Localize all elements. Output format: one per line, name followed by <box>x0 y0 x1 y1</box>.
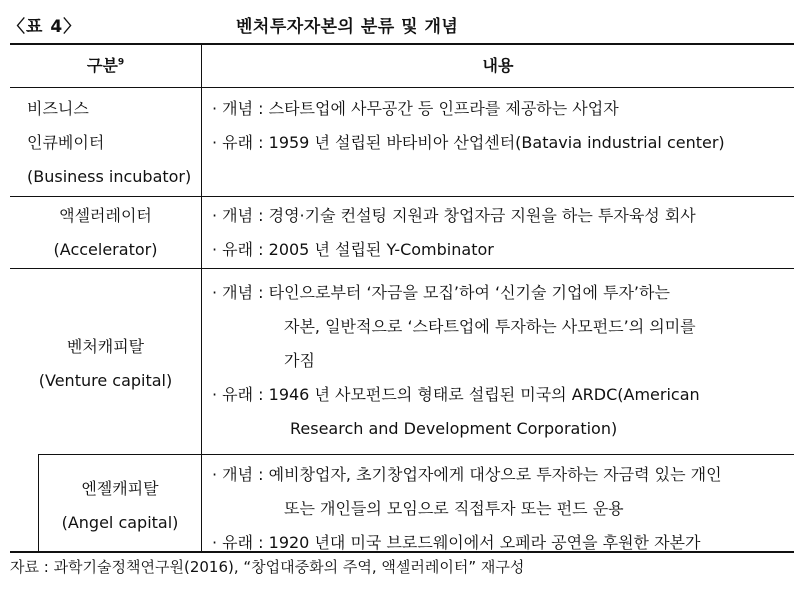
name-line: (Business incubator) <box>27 167 192 186</box>
row-venture-capital-name <box>10 330 201 398</box>
header-rule <box>10 87 794 88</box>
row1-rule <box>10 196 794 197</box>
row-angel-capital-content <box>212 458 722 560</box>
row-accelerator-name <box>10 199 201 267</box>
origin-line: · 유래 : 2005 년 설립된 Y-Combinator <box>212 240 494 259</box>
origin-line: · 유래 : 1959 년 설립된 바타비아 산업센터(Batavia industrial center) <box>212 133 725 152</box>
table-label: 〈표 4〉 <box>8 17 82 37</box>
name-line: 액셀러레이터 <box>59 206 152 225</box>
name-line: 벤처캐피탈 <box>66 337 145 356</box>
row-angel-capital-name <box>39 472 201 540</box>
name-line: 인큐베이터 <box>27 133 105 152</box>
concept-line: · 개념 : 타인으로부터 ‘자금을 모집’하여 ‘신기술 기업에 투자’하는 <box>212 283 670 302</box>
table-header <box>8 10 796 38</box>
header-category-text: 구분 <box>86 56 118 75</box>
top-rule <box>10 43 794 45</box>
footnote-marker: 9 <box>117 57 125 68</box>
table-title: 벤처투자자본의 분류 및 개념 <box>236 17 459 37</box>
column-divider <box>201 43 202 552</box>
row-venture-capital-content <box>212 276 700 446</box>
origin-line: · 유래 : 1920 년대 미국 브로드웨이에서 오페라 공연을 후원한 자본가 <box>212 533 701 552</box>
row-business-incubator-name <box>27 92 191 194</box>
header-content: 내용 <box>482 56 514 75</box>
source-note: 자료 : 과학기술정책연구원(2016), “창업대중화의 주역, 액셀러레이터” 재구성 <box>10 558 525 576</box>
name-line: 비즈니스 <box>27 99 89 118</box>
name-line: 엔젤캐피탈 <box>81 479 159 498</box>
name-line: (Angel capital) <box>61 513 179 532</box>
origin-line: Research and Development Corporation) <box>290 419 618 438</box>
concept-line: · 개념 : 경영·기술 컨설팅 지원과 창업자금 지원을 하는 투자육성 회사 <box>212 206 696 225</box>
concept-line: 가짐 <box>284 351 315 370</box>
concept-line: 자본, 일반적으로 ‘스타트업에 투자하는 사모펀드’의 의미를 <box>284 317 696 336</box>
row-accelerator-content <box>212 199 696 267</box>
concept-line: · 개념 : 스타트업에 사무공간 등 인프라를 제공하는 사업자 <box>212 99 619 118</box>
row-business-incubator-content <box>212 92 725 160</box>
row2-rule <box>10 268 794 269</box>
name-line: (Venture capital) <box>38 371 173 390</box>
origin-line: · 유래 : 1946 년 사모펀드의 형태로 설립된 미국의 ARDC(American <box>212 385 700 404</box>
row3-rule <box>38 454 794 455</box>
concept-line: 또는 개인들의 모임으로 직접투자 또는 펀드 운용 <box>284 499 624 518</box>
name-line: (Accelerator) <box>53 240 158 259</box>
concept-line: · 개념 : 예비창업자, 초기창업자에게 대상으로 투자하는 자금력 있는 개인 <box>212 465 722 484</box>
header-category <box>10 49 201 83</box>
